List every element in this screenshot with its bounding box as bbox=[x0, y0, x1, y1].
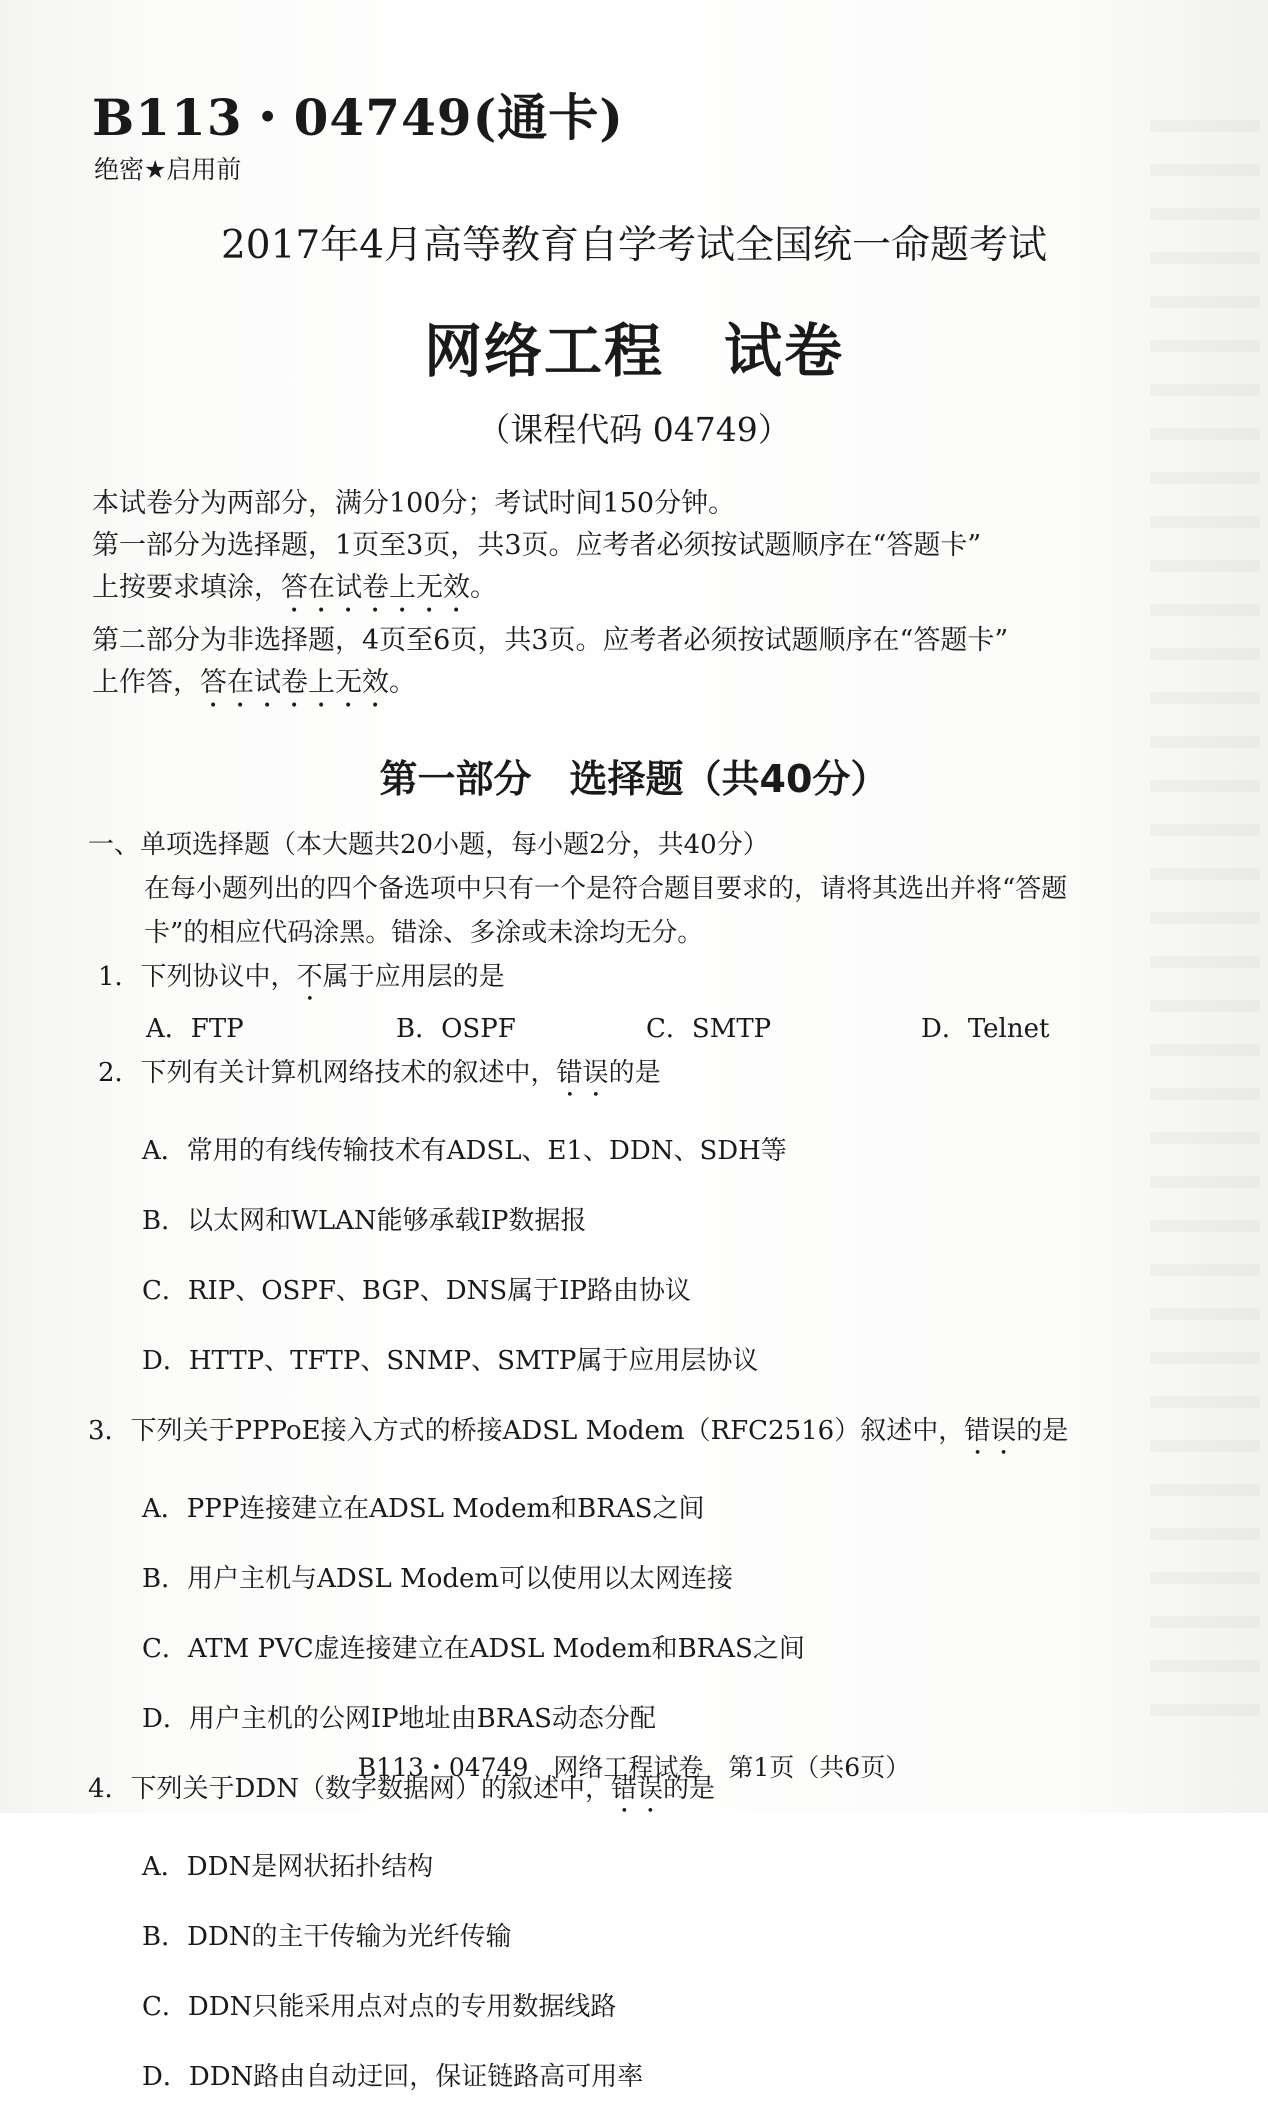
paper-title: 网络工程 试卷 bbox=[423, 317, 844, 385]
part-title: 第一部分 选择题（共40分） bbox=[379, 757, 889, 801]
stem-text: 2．下列有关计算机网络技术的叙述中， bbox=[98, 1058, 557, 1088]
instruction-line bbox=[92, 663, 1142, 714]
exam-title: 2017年4月高等教育自学考试全国统一命题考试 bbox=[220, 223, 1048, 268]
emphasis-text: 错误 bbox=[610, 1774, 663, 1804]
question-stem bbox=[98, 955, 1168, 1007]
stem-text: 3．下列关于PPPoE接入方式的桥接ADSL Modem（RFC2516）叙述中， bbox=[88, 1416, 965, 1446]
option-a: A．常用的有线传输技术有ADSL、E1、DDN、SDH等 bbox=[142, 1136, 787, 1166]
option-b: B．OSPF bbox=[396, 1014, 516, 1044]
instruction-text: 上按要求填涂， bbox=[92, 572, 281, 603]
instruction-text: 上作答， bbox=[92, 667, 200, 698]
section-heading: 一、单项选择题（本大题共20小题，每小题2分，共40分） bbox=[88, 830, 769, 860]
instruction-text: 。 bbox=[470, 572, 497, 603]
question-stem bbox=[88, 1409, 1168, 1461]
course-code: （课程代码 04749） bbox=[477, 410, 791, 449]
question-2 bbox=[88, 1051, 1168, 1383]
option-d: D．DDN路由自动迂回，保证链路高可用率 bbox=[142, 2062, 644, 2092]
option-b: B．以太网和WLAN能够承载IP数据报 bbox=[142, 1206, 587, 1236]
instructions bbox=[92, 484, 1142, 716]
instruction-line: 第一部分为选择题，1页至3页，共3页。应考者必须按试题顺序在“答题卡” bbox=[92, 530, 982, 561]
instruction-text: 。 bbox=[389, 667, 416, 698]
option-a: A．DDN是网状拓扑结构 bbox=[142, 1852, 434, 1882]
option-a: A．FTP bbox=[146, 1014, 244, 1044]
stem-text: 的是 bbox=[1016, 1416, 1069, 1446]
emphasis-text: 不 bbox=[296, 962, 323, 992]
option-c: C．RIP、OSPF、BGP、DNS属于IP路由协议 bbox=[142, 1276, 691, 1306]
question-stem bbox=[98, 1051, 1168, 1103]
question-3 bbox=[88, 1409, 1168, 1741]
question-4 bbox=[88, 1767, 1168, 2099]
section-description: 在每小题列出的四个备选项中只有一个是符合题目要求的，请将其选出并将“答题 bbox=[144, 874, 1068, 904]
emphasis-text: 错误 bbox=[964, 1416, 1017, 1446]
stem-text: 1．下列协议中， bbox=[98, 962, 297, 992]
emphasis-text: 答在试卷上无效 bbox=[200, 667, 389, 698]
option-c: C．ATM PVC虚连接建立在ADSL Modem和BRAS之间 bbox=[142, 1634, 805, 1664]
emphasis-text: 答在试卷上无效 bbox=[281, 572, 470, 603]
instruction-line: 本试卷分为两部分，满分100分；考试时间150分钟。 bbox=[92, 488, 736, 519]
option-c: C．DDN只能采用点对点的专用数据线路 bbox=[142, 1992, 617, 2022]
question-1 bbox=[88, 955, 1168, 1051]
option-a: A．PPP连接建立在ADSL Modem和BRAS之间 bbox=[142, 1494, 705, 1524]
paper-code: B113・04749(通卡) bbox=[92, 88, 624, 147]
option-c: C．SMTP bbox=[646, 1014, 772, 1044]
option-b: B．用户主机与ADSL Modem可以使用以太网连接 bbox=[142, 1564, 734, 1594]
section-single-choice bbox=[88, 823, 1168, 2125]
stem-text: 的是 bbox=[608, 1058, 661, 1088]
option-d: D．用户主机的公网IP地址由BRAS动态分配 bbox=[142, 1704, 656, 1734]
option-d: D．Telnet bbox=[921, 1014, 1050, 1044]
stem-text: 4．下列关于DDN（数字数据网）的叙述中， bbox=[88, 1774, 611, 1804]
stem-text: 的是 bbox=[663, 1774, 716, 1804]
stem-text: 属于应用层的是 bbox=[322, 962, 505, 992]
page-footer: B113・04749 网络工程试卷 第1页（共6页） bbox=[357, 1753, 911, 1782]
option-d: D．HTTP、TFTP、SNMP、SMTP属于应用层协议 bbox=[142, 1346, 759, 1376]
option-b: B．DDN的主干传输为光纤传输 bbox=[142, 1922, 512, 1952]
section-description: 卡”的相应代码涂黑。错涂、多涂或未涂均无分。 bbox=[144, 918, 704, 948]
emphasis-text: 错误 bbox=[556, 1058, 609, 1088]
options-row bbox=[146, 1007, 1168, 1051]
confidential-mark: 绝密★启用前 bbox=[94, 155, 242, 184]
instruction-line: 第二部分为非选择题，4页至6页，共3页。应考者必须按试题顺序在“答题卡” bbox=[92, 625, 1009, 656]
instruction-line bbox=[92, 568, 1142, 619]
